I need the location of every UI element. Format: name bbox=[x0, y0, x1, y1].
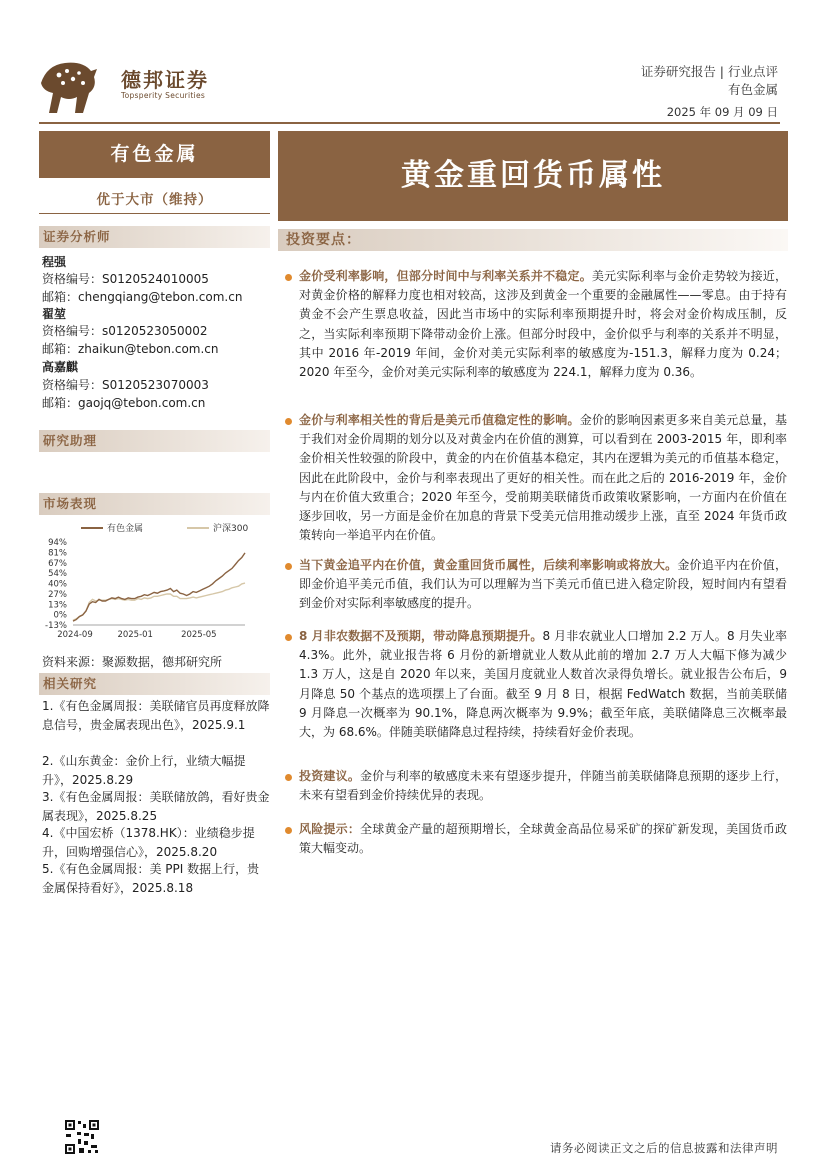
bullet-icon bbox=[285, 774, 292, 781]
market-heading: 市场表现 bbox=[39, 493, 270, 515]
legend-label: 沪深300 bbox=[213, 524, 249, 534]
key-point-lead: 当下黄金追平内在价值，黄金重回货币属性，后续利率影响或将放大。 bbox=[299, 558, 678, 572]
analyst-cert: 资格编号：s0120523050002 bbox=[42, 324, 208, 338]
series-line bbox=[73, 583, 245, 620]
key-point-body: 全球黄金产量的超预期增长，全球黄金高品位易采矿的探矿新发现，美国货币政策大幅变动。 bbox=[299, 822, 787, 856]
rating: 优于大市（维持） bbox=[96, 192, 213, 208]
key-point bbox=[299, 820, 787, 858]
analyst-cert: 资格编号：S0120523070003 bbox=[42, 378, 209, 392]
chart-svg bbox=[39, 519, 270, 649]
series-line bbox=[73, 553, 245, 621]
y-tick-label: 13% bbox=[48, 600, 67, 611]
y-tick-label: 67% bbox=[48, 558, 67, 569]
key-point bbox=[299, 411, 787, 545]
key-point-body: 金价追平内在价值，即金价追平美元币值，我们认为可以理解为当下美元币值已进入稳定阶段，短时间内有望看到金价对实际利率敏感度的提升。 bbox=[299, 558, 787, 611]
key-point-lead: 8 月非农数据不及预期，带动降息预期提升。 bbox=[299, 629, 543, 643]
key-point-body: 美元实际利率与金价走势较为接近，对黄金价格的解释力度也相对较高，这涉及到黄金一个重要的金融属性——零息。由于持有黄金不会产生票息收益，因此当市场中的实际利率预期提升时，将会对金价构成压制，反之，当实际利率预期下降带动金价上涨。但部分时段中，金价似乎与利率的关系并不明显，其中 2016 年-2019 年间，金价对美元实际利率的敏感度为-151.3，解释力度为 0.24；2020 年至今，金价对美元实际利率的敏感度为 224.1，解释力度为 0.36。 bbox=[299, 269, 787, 380]
brand-name-en: Topsperity Securities bbox=[121, 91, 206, 100]
analyst-name: 高嘉麒 bbox=[42, 360, 79, 374]
sector-tag: 有色金属 bbox=[727, 82, 778, 97]
analyst-cert: 资格编号：S0120524010005 bbox=[42, 272, 209, 286]
chart-source: 资料来源：聚源数据，德邦研究所 bbox=[42, 655, 223, 669]
related-item[interactable]: 3.《有色金属周报：美联储放鸽，看好贵金属表现》，2025.8.25 bbox=[42, 790, 270, 823]
leopard-logo-icon bbox=[39, 57, 101, 115]
analyst-name: 程强 bbox=[42, 255, 67, 269]
assistant-heading: 研究助理 bbox=[39, 430, 270, 452]
report-title: 黄金重回货币属性 bbox=[278, 131, 788, 221]
key-point bbox=[299, 767, 787, 805]
bullet-icon bbox=[285, 634, 292, 641]
key-point-lead: 金价与利率相关性的背后是美元币值稳定性的影响。 bbox=[299, 413, 580, 427]
brand-name-cn: 德邦证券 bbox=[121, 68, 209, 92]
y-tick-label: 54% bbox=[48, 569, 67, 580]
header-divider bbox=[39, 122, 780, 124]
related-item[interactable]: 4.《中国宏桥（1378.HK）：业绩稳步提升，回购增强信心》，2025.8.20 bbox=[42, 826, 255, 859]
x-tick-label: 2024-09 bbox=[57, 630, 93, 640]
market-performance-chart bbox=[39, 519, 270, 649]
related-item[interactable]: 5.《有色金属周报：美 PPI 数据上行，贵金属保持看好》，2025.8.18 bbox=[42, 862, 260, 895]
y-tick-label: 27% bbox=[48, 589, 67, 600]
bullet-icon bbox=[285, 827, 292, 834]
y-tick-label: 81% bbox=[48, 548, 67, 559]
analyst-email[interactable]: 邮箱：gaojq@tebon.com.cn bbox=[42, 396, 206, 410]
key-point-lead: 投资建议。 bbox=[299, 769, 361, 783]
related-heading: 相关研究 bbox=[39, 673, 270, 695]
report-type: 证券研究报告 | 行业点评 bbox=[640, 64, 778, 79]
x-tick-label: 2025-05 bbox=[181, 630, 217, 640]
y-tick-label: 0% bbox=[53, 610, 67, 621]
bullet-icon bbox=[285, 274, 292, 281]
key-point-body: 金价的影响因素更多来自美元总量，基于我们对金价周期的划分以及对黄金内在价值的测算，可以看到在 2003-2015 年，即利率金价相关性较强的阶段中，黄金的内在价值基本稳定，其内在逻辑为美元的币值基本稳定，因此在此阶段中，金价与利率表现出了更好的相关性。而在此之后的 2016-2019 年，金价与内在价值大致重合；2020 年至今，受前期美联储货币政策收紧影响，一方面内在价值在逐步回收，另一方面是金价在加息的背景下受美元信用推动缓步上涨，直至 2024 年货币政策转向一举追平内在价值。 bbox=[299, 413, 787, 543]
related-item[interactable]: 1.《有色金属周报：美联储官员再度释放降息信号，贵金属表现出色》，2025.9.1 bbox=[42, 699, 270, 732]
qr-code bbox=[64, 1119, 100, 1155]
bullet-icon bbox=[285, 418, 292, 425]
y-tick-label: -13% bbox=[45, 621, 67, 631]
analyst-email[interactable]: 邮箱：zhaikun@tebon.com.cn bbox=[42, 342, 219, 356]
rating-divider bbox=[39, 213, 270, 214]
key-point bbox=[299, 627, 787, 742]
bullet-icon bbox=[285, 563, 292, 570]
analyst-heading: 证券分析师 bbox=[39, 226, 270, 248]
y-tick-label: 94% bbox=[48, 538, 67, 548]
key-points-heading: 投资要点： bbox=[278, 229, 788, 251]
related-item[interactable]: 2.《山东黄金：金价上行，业绩大幅提升》，2025.8.29 bbox=[42, 754, 246, 787]
key-point-lead: 金价受利率影响，但部分时间中与利率关系并不稳定。 bbox=[299, 269, 592, 283]
x-tick-label: 2025-01 bbox=[117, 630, 153, 640]
footer-disclaimer[interactable]: 请务必阅读正文之后的信息披露和法律声明 bbox=[550, 1141, 778, 1155]
analyst-email[interactable]: 邮箱：chengqiang@tebon.com.cn bbox=[42, 290, 243, 304]
qr-code-icon bbox=[64, 1119, 100, 1155]
key-point-body: 8 月非农就业人口增加 2.2 万人。8 月失业率 4.3%。此外，就业报告将 6 月份的新增就业人数从此前的增加 2.7 万人大幅下修为减少 1.3 万人，这是自 2020 年以来，美国月度就业人数首次录得负增长。就业报告公布后，9 月降息 50 个基点的选项摆上了台面。截至 9 月 8 日，根据 FedWatch 数据，当前美联储 9 月降息一次概率为 90.1%，降息两次概率为 9.9%；截至年底，美联储降息三次概率最大，为 68.6%。伴随美联储降息过程持续，持续看好金价表现。 bbox=[299, 629, 787, 740]
key-point-body: 金价与利率的敏感度未来有望逐步提升，伴随当前美联储降息预期的逐步上行，未来有望看到金价持续优异的表现。 bbox=[299, 769, 787, 803]
y-tick-label: 40% bbox=[48, 579, 67, 590]
key-point bbox=[299, 267, 787, 382]
brand-logo bbox=[39, 57, 101, 115]
report-date: 2025 年 09 月 09 日 bbox=[666, 105, 778, 119]
key-point bbox=[299, 556, 787, 614]
analyst-name: 翟堃 bbox=[42, 307, 67, 321]
key-point-lead: 风险提示： bbox=[299, 822, 361, 836]
sector-label: 有色金属 bbox=[39, 131, 270, 178]
legend-label: 有色金属 bbox=[107, 524, 144, 534]
